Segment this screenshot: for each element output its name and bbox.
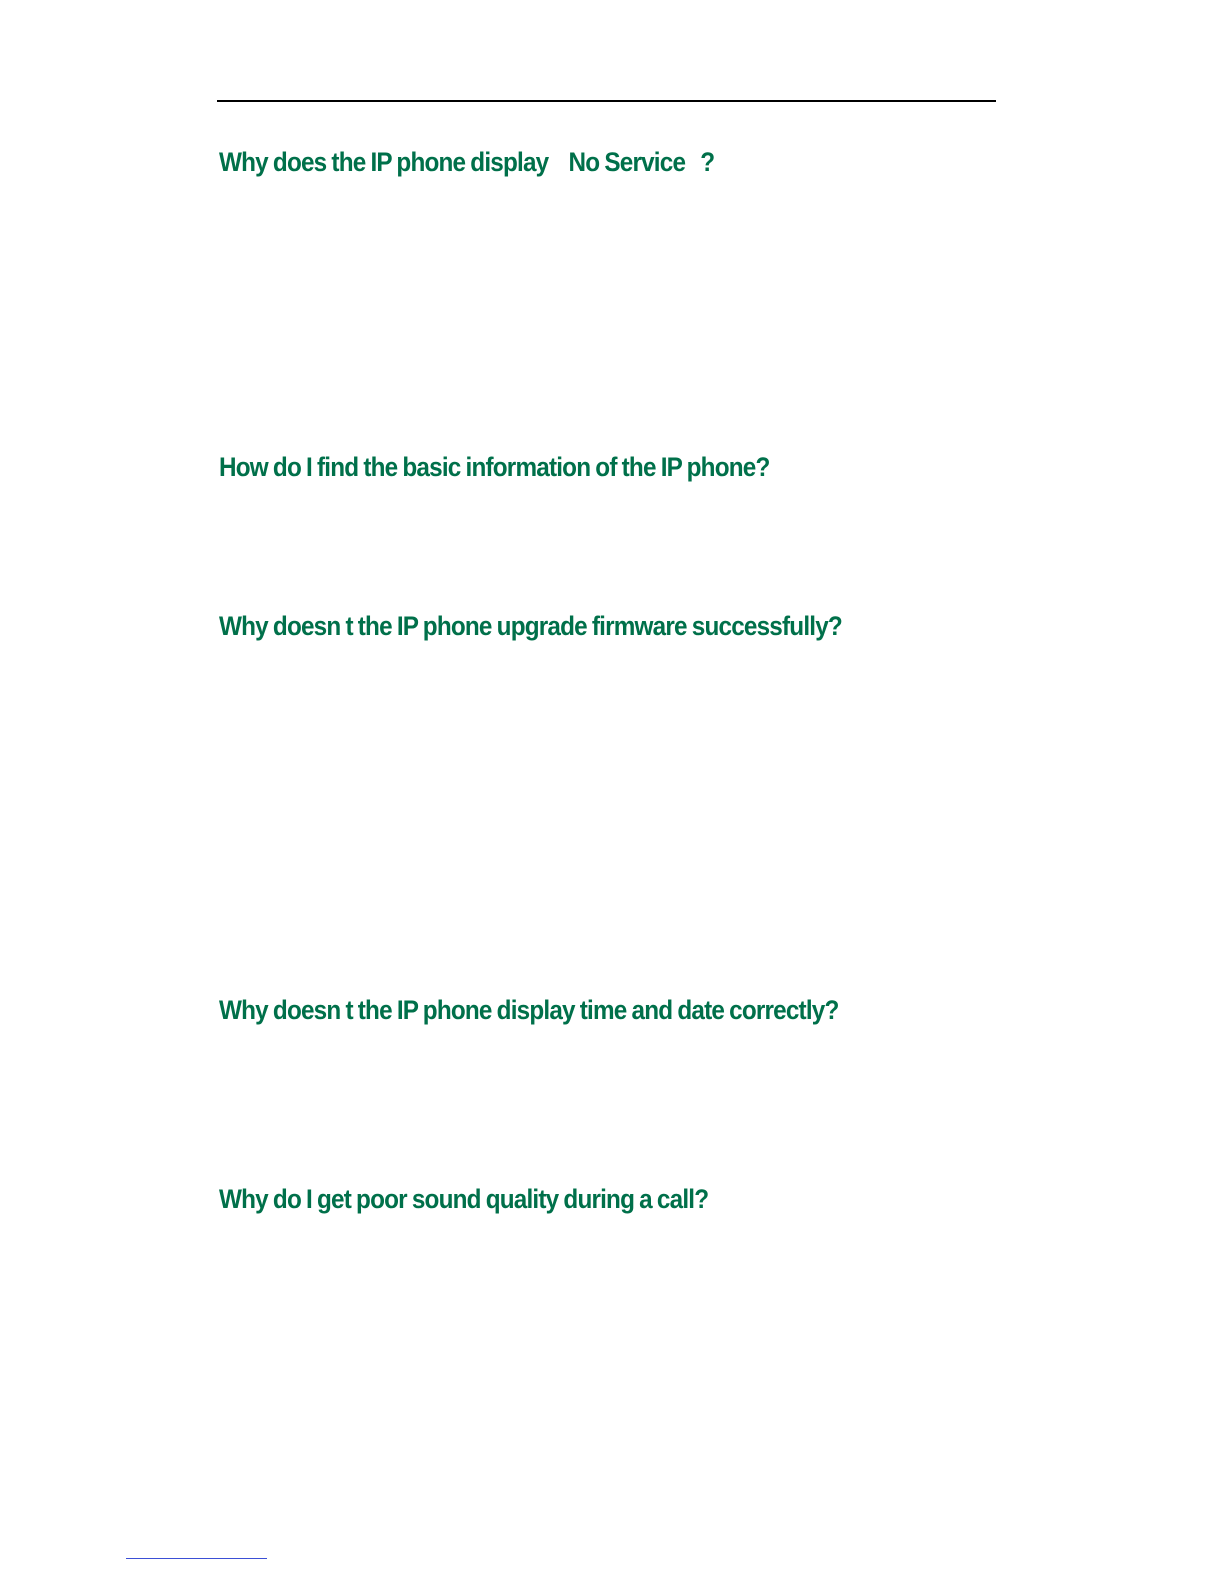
faq-question-no-service: Why does the IP phone display No Service ?: [219, 147, 715, 177]
footer-link-underline[interactable]: [126, 1558, 267, 1559]
faq-question-time-and-date: Why doesn t the IP phone display time and date correctly?: [219, 995, 839, 1025]
faq-question-sound-quality: Why do I get poor sound quality during a call?: [219, 1184, 709, 1214]
faq-question-basic-information: How do I find the basic information of the IP phone?: [219, 452, 770, 482]
faq-question-firmware-upgrade: Why doesn t the IP phone upgrade firmware successfully?: [219, 611, 842, 641]
header-divider: [217, 100, 996, 102]
